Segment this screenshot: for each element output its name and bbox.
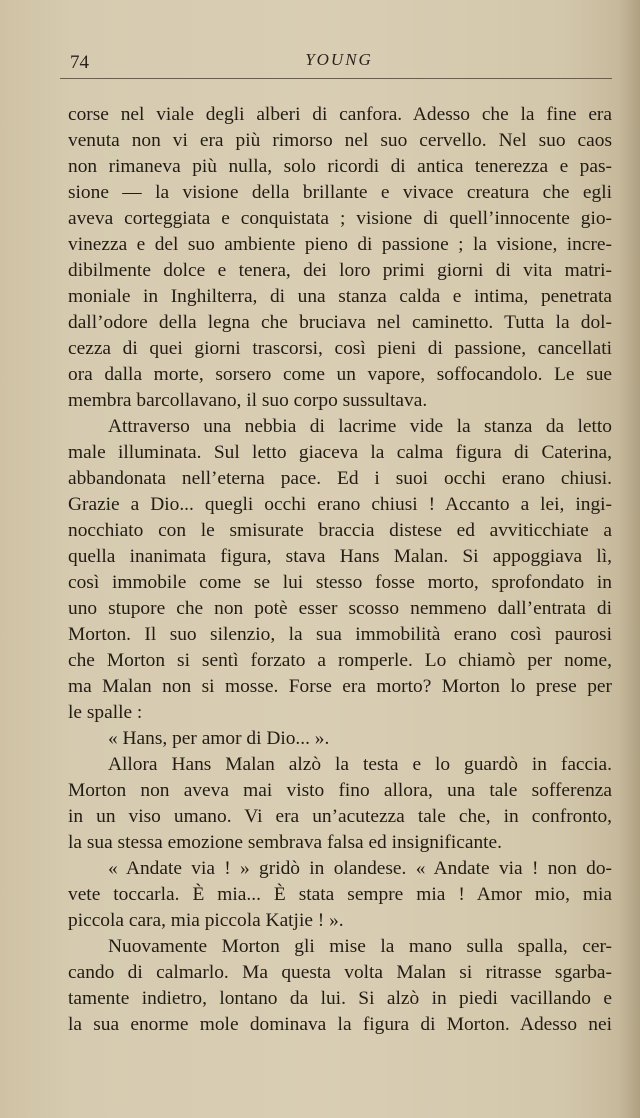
text-line: Attraverso una nebbia di lacrime vide la stanza da letto — [108, 416, 612, 437]
running-head: YOUNG — [305, 50, 373, 69]
page-header — [66, 48, 612, 74]
text-line: Nuovamente Morton gli mise la mano sulla spalla, cer- — [108, 936, 612, 957]
text-line: venuta non vi era più rimorso nel suo cervello. Nel suo caos — [68, 130, 612, 151]
text-line: sione — la visione della brillante e vivace creatura che egli — [68, 182, 612, 203]
text-line: corse nel viale degli alberi di canfora. Adesso che la fine era — [68, 104, 612, 125]
text-line: in un viso umano. Vi era un’acutezza tale che, in confronto, — [68, 806, 612, 827]
text-line: dibilmente dolce e tenera, dei loro primi giorni di vita matri- — [68, 260, 612, 281]
text-line: così immobile come se lui stesso fosse morto, sprofondato in — [68, 572, 612, 593]
text-line: che Morton si sentì forzato a romperle. Lo chiamò per nome, — [68, 650, 612, 671]
text-line: « Hans, per amor di Dio... ». — [108, 728, 330, 749]
text-line: uno stupore che non potè esser scosso nemmeno dall’entrata di — [68, 598, 612, 619]
text-line: vete toccarla. È mia... È stata sempre mia ! Amor mio, mia — [68, 884, 612, 905]
text-line: cezza di quei giorni trascorsi, così pieni di passione, cancellati — [68, 338, 612, 359]
text-line: dall’odore della legna che bruciava nel caminetto. Tutta la dol- — [68, 312, 612, 333]
page-edge-shadow — [618, 0, 640, 1118]
text-line: ma Malan non si mosse. Forse era morto? Morton lo prese per — [68, 676, 612, 697]
header-rule — [60, 78, 612, 79]
text-line: le spalle : — [68, 702, 143, 723]
text-line: « Andate via ! » gridò in olandese. « Andate via ! non do- — [108, 858, 612, 879]
text-line: piccola cara, mia piccola Katjie ! ». — [68, 910, 344, 931]
text-line: non rimaneva più nulla, solo ricordi di antica tenerezza e pas- — [68, 156, 612, 177]
text-line: male illuminata. Sul letto giaceva la calma figura di Caterina, — [68, 442, 612, 463]
text-line: quella inanimata figura, stava Hans Malan. Si appoggiava lì, — [68, 546, 612, 567]
text-line: Allora Hans Malan alzò la testa e lo guardò in faccia. — [108, 754, 612, 775]
text-line: tamente indietro, lontano da lui. Si alzò in piedi vacillando e — [68, 988, 612, 1009]
text-line: la sua enorme mole dominava la figura di Morton. Adesso nei — [68, 1014, 612, 1035]
body-text — [68, 102, 612, 1038]
text-line: la sua stessa emozione sembrava falsa ed insignificante. — [68, 832, 502, 853]
text-line: Morton non aveva mai visto fino allora, una tale sofferenza — [68, 780, 612, 801]
text-line: abbandonata nell’eterna pace. Ed i suoi occhi erano chiusi. — [68, 468, 612, 489]
text-line: moniale in Inghilterra, di una stanza calda e intima, penetrata — [68, 286, 612, 307]
text-line: ora dalla morte, sorsero come un vapore, soffocandolo. Le sue — [68, 364, 612, 385]
text-line: Grazie a Dio... quegli occhi erano chiusi ! Accanto a lei, ingi- — [68, 494, 612, 515]
text-line: Morton. Il suo silenzio, la sua immobilità erano così paurosi — [68, 624, 612, 645]
text-line: nocchiato con le smisurate braccia distese ed avviticchiate a — [68, 520, 612, 541]
text-line: vinezza e del suo ambiente pieno di passione ; la visione, incre- — [68, 234, 612, 255]
text-line: cando di calmarlo. Ma questa volta Malan si ritrasse sgarba- — [68, 962, 612, 983]
page-number: 74 — [70, 52, 89, 73]
text-line: membra barcollavano, il suo corpo sussultava. — [68, 390, 428, 411]
text-line: aveva corteggiata e conquistata ; visione di quell’innocente gio- — [68, 208, 612, 229]
